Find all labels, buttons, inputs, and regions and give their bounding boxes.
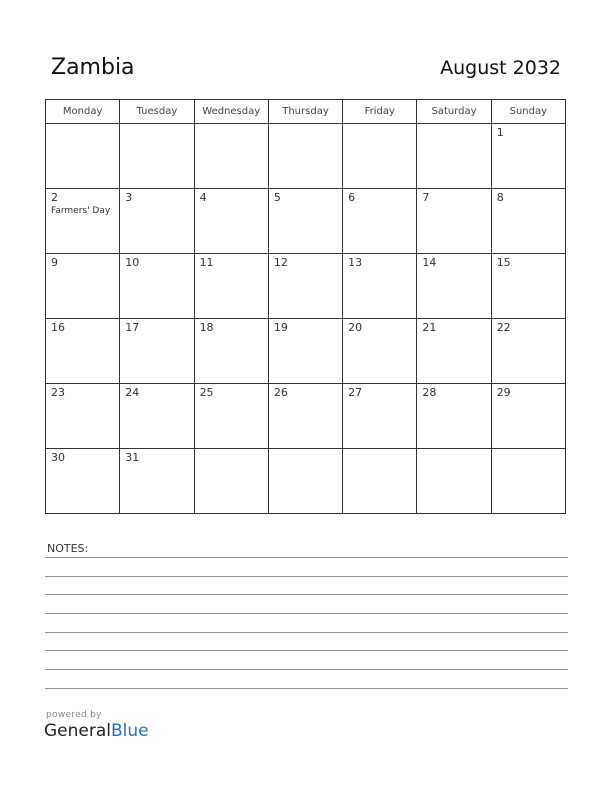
day-cell: [194, 319, 268, 384]
day-cell: [491, 319, 565, 384]
day-cell: [268, 124, 342, 189]
day-cell: [194, 124, 268, 189]
day-cell: [268, 384, 342, 449]
brand-general: General: [44, 721, 111, 741]
day-number: 7: [422, 191, 430, 204]
day-number: 9: [51, 256, 58, 269]
weekday-header: Friday: [343, 100, 417, 124]
week-row: [46, 319, 566, 384]
day-number: 14: [422, 256, 437, 269]
notes-line: [45, 650, 568, 651]
day-cell: [194, 449, 268, 514]
day-cell: [268, 449, 342, 514]
day-number: 4: [199, 191, 207, 204]
week-row: [46, 254, 566, 319]
day-cell: [46, 319, 120, 384]
day-cell: [417, 124, 491, 189]
day-cell: [120, 189, 194, 254]
generalblue-logo: [44, 721, 149, 741]
week-row: [46, 449, 566, 514]
day-cell: [46, 254, 120, 319]
day-number: 6: [348, 191, 356, 204]
week-row: [46, 384, 566, 449]
day-cell: [343, 254, 417, 319]
day-number: 28: [422, 386, 437, 399]
day-cell: [268, 254, 342, 319]
day-number: 26: [273, 386, 288, 399]
day-number: 10: [125, 256, 140, 269]
day-number: 11: [199, 256, 214, 269]
week-row: [46, 189, 566, 254]
day-cell: [194, 254, 268, 319]
day-cell: [417, 384, 491, 449]
notes-line: [45, 557, 568, 558]
day-number: 21: [422, 321, 437, 334]
weekday-header: Tuesday: [120, 100, 194, 124]
holiday-label: Farmers' Day: [51, 206, 111, 216]
notes-label: NOTES:: [47, 542, 89, 555]
day-cell: [417, 319, 491, 384]
day-number: 20: [348, 321, 363, 334]
weekday-header: Sunday: [491, 100, 565, 124]
day-cell: [268, 319, 342, 384]
day-number: 19: [273, 321, 288, 334]
day-cell: [491, 189, 565, 254]
day-cell: [343, 449, 417, 514]
day-cell: [120, 254, 194, 319]
weekday-header: Saturday: [417, 100, 491, 124]
day-cell: [491, 449, 565, 514]
day-number: 15: [496, 256, 511, 269]
day-number: 31: [125, 451, 140, 464]
day-cell: [46, 124, 120, 189]
notes-line: [45, 594, 568, 595]
day-number: 27: [348, 386, 363, 399]
day-cell: [46, 384, 120, 449]
day-cell: [343, 384, 417, 449]
day-cell: [120, 124, 194, 189]
powered-by-text: powered by: [46, 710, 102, 720]
day-cell: [268, 189, 342, 254]
day-cell: [120, 384, 194, 449]
notes-line: [45, 576, 568, 577]
day-number: 30: [51, 451, 65, 464]
day-cell: [417, 189, 491, 254]
notes-line: [45, 669, 568, 670]
day-cell: [194, 384, 268, 449]
day-number: 17: [125, 321, 140, 334]
day-number: 25: [199, 386, 214, 399]
day-cell: [417, 449, 491, 514]
day-number: 5: [273, 191, 281, 204]
day-number: 16: [51, 321, 65, 334]
day-number: 18: [199, 321, 214, 334]
day-number: 8: [496, 191, 504, 204]
day-number: 23: [51, 386, 65, 399]
day-cell: [194, 189, 268, 254]
weekday-header: Thursday: [268, 100, 342, 124]
day-number: 13: [348, 256, 363, 269]
day-number: 1: [496, 126, 504, 139]
day-number: 22: [496, 321, 511, 334]
day-cell: [46, 189, 120, 254]
weekday-header: Wednesday: [194, 100, 268, 124]
day-number: 12: [273, 256, 288, 269]
day-number: 2: [51, 191, 58, 204]
day-cell: [491, 124, 565, 189]
day-cell: [46, 449, 120, 514]
day-cell: [491, 384, 565, 449]
day-cell: [120, 449, 194, 514]
weekday-header: Monday: [46, 100, 120, 124]
day-cell: [343, 189, 417, 254]
brand-blue: Blue: [111, 721, 149, 741]
notes-line: [45, 688, 568, 689]
week-row: [46, 124, 566, 189]
country-title: Zambia: [51, 55, 135, 80]
day-number: 3: [125, 191, 133, 204]
day-cell: [417, 254, 491, 319]
day-number: 24: [125, 386, 140, 399]
weekday-header-row: [46, 100, 566, 124]
calendar-grid: [45, 99, 566, 514]
notes-line: [45, 613, 568, 614]
month-year-title: August 2032: [440, 57, 561, 79]
notes-line: [45, 632, 568, 633]
day-cell: [491, 254, 565, 319]
day-cell: [343, 124, 417, 189]
day-cell: [120, 319, 194, 384]
day-number: 29: [496, 386, 511, 399]
day-cell: [343, 319, 417, 384]
